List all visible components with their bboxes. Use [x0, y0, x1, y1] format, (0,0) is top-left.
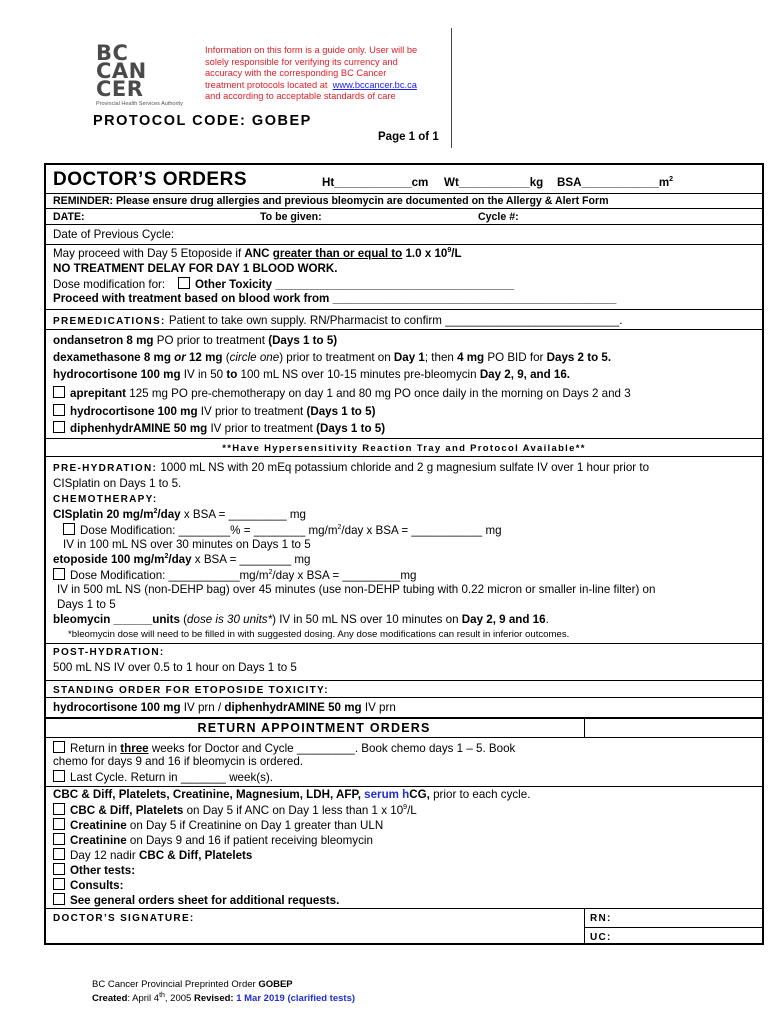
bleomycin-order: bleomycin ______units (dose is 30 units*) IV in 50 mL NS over 10 minutes on Day 2, 9 and 16. — [53, 613, 549, 626]
return-three-weeks: Return in three weeks for Doctor and Cycle _________. Book chemo days 1 – 5. Book — [53, 741, 515, 756]
disclaimer: Information on this form is a guide only. User will be solely responsible for verifying its currency and accuracy with the corresponding BC Cancer treatment protocols located at www.bccancer.bc.ca and according to acceptable standards of care — [205, 45, 418, 102]
footer-order-name: BC Cancer Provincial Preprinted Order GOBEP — [92, 979, 293, 990]
cbc-day5-checkbox[interactable] — [53, 803, 65, 815]
etoposide-dose-mod: Dose Modification: $\_\_\_\_\_\_\_\_\_\_\_mg/m^2$/day x BSA = _________mg — [53, 568, 416, 583]
ondansetron-order: ondansetron 8 mg PO prior to treatment (Days 1 to 5) — [53, 334, 338, 347]
rn-signature[interactable]: RN: — [590, 913, 612, 924]
posthydration-text: 500 mL NS IV over 0.5 to 1 hour on Days 1 to 5 — [53, 661, 297, 674]
bc-cancer-logo: BC CAN CER — [96, 41, 147, 101]
footer-dates: Created: April 4th, 2005 Revised: 1 Mar 2019 (clarified tests) — [92, 991, 356, 1004]
cisplatin-dose-mod: Dose Modification: ________% = ________ $mg/m^2$/day x BSA = ___________ mg — [63, 523, 502, 538]
cisplatin-iv: IV in 100 mL NS over 30 minutes on Days 1 to 5 — [63, 538, 311, 551]
premedications-row: PREMEDICATIONS: Patient to take own supply. RN/Pharmacist to confirm ___________________________. — [53, 314, 623, 327]
weight-field[interactable]: Wt___________kg — [444, 176, 544, 189]
return-appointment-title: RETURN APPOINTMENT ORDERS — [197, 721, 431, 735]
date-field[interactable]: DATE: — [53, 211, 85, 223]
doctors-orders-title: DOCTOR’S ORDERS — [53, 169, 248, 190]
height-field[interactable]: Ht____________cm — [322, 176, 429, 189]
aprepitant-order: aprepitant 125 mg PO pre-chemotherapy on day 1 and 80 mg PO once daily in the morning on Days 2 and 3 — [53, 386, 631, 401]
cycle-field[interactable]: Cycle #: — [478, 211, 519, 223]
aprepitant-checkbox[interactable] — [53, 386, 65, 398]
nadir-checkbox[interactable] — [53, 848, 65, 860]
etoposide-days: Days 1 to 5 — [57, 598, 116, 611]
uc-signature[interactable]: UC: — [590, 932, 612, 943]
other-tests: Other tests: — [53, 863, 135, 878]
doctor-signature[interactable]: DOCTOR’S SIGNATURE: — [53, 913, 195, 924]
lab-tests: CBC & Diff, Platelets, Creatinine, Magnesium, LDH, AFP, serum hCG, prior to each cycle. — [53, 788, 531, 801]
hydrocortisone-checkbox[interactable] — [53, 404, 65, 416]
nadir-cbc: Day 12 nadir CBC & Diff, Platelets — [53, 848, 252, 863]
bleomycin-note: *bleomycin dose will need to be filled in with suggested dosing. Any dose modifications can result in inferior outcomes. — [68, 629, 570, 640]
to-be-given-field[interactable]: To be given: — [260, 211, 322, 223]
general-orders: See general orders sheet for additional requests. — [53, 893, 339, 908]
creatinine-day5-checkbox[interactable] — [53, 818, 65, 830]
etoposide-mod-checkbox[interactable] — [53, 568, 65, 580]
dose-mod-row: Dose modification for: Other Toxicity _____________________________________ — [53, 278, 514, 291]
proceed-condition: May proceed with Day 5 Etoposide if ANC greater than or equal to 1.0 x $10^9/L$ — [53, 247, 462, 260]
other-tests-checkbox[interactable] — [53, 863, 65, 875]
consults: Consults: — [53, 878, 123, 893]
chemotherapy-label: CHEMOTHERAPY: — [53, 494, 158, 505]
last-cycle: Last Cycle. Return in _______ week(s). — [53, 770, 273, 785]
etoposide-iv: IV in 500 mL NS (non-DEHP bag) over 45 minutes (use non-DEHP tubing with 0.22 micron or smaller in-line filter) on — [57, 583, 656, 596]
general-orders-checkbox[interactable] — [53, 893, 65, 905]
return-checkbox[interactable] — [53, 741, 65, 753]
page-number: Page 1 of 1 — [378, 131, 439, 143]
proceed-blood-work[interactable]: Proceed with treatment based on blood work from ____________________________________________ — [53, 292, 617, 305]
cbc-day5: CBC & Diff, Platelets on Day 5 if ANC on Day 1 less than 1 x $10^9/L$ — [53, 803, 417, 818]
logo-subtitle: Provincial Health Services Authority — [96, 101, 183, 107]
consults-checkbox[interactable] — [53, 878, 65, 890]
cisplatin-order: CISplatin 20 $mg/m^2$/day x BSA = _________ mg — [53, 508, 306, 521]
standing-order-text: hydrocortisone 100 mg IV prn / diphenhydrAMINE 50 mg IV prn — [53, 701, 396, 714]
standing-order-label: STANDING ORDER FOR ETOPOSIDE TOXICITY: — [53, 685, 329, 696]
prehydration-row: PRE-HYDRATION: 1000 mL NS with 20 mEq potassium chloride and 2 g magnesium sulfate IV over 1 hour prior to — [53, 461, 650, 474]
last-cycle-checkbox[interactable] — [53, 770, 65, 782]
hypersensitivity-note: **Have Hypersensitivity Reaction Tray and Protocol Available** — [222, 443, 586, 454]
prehydration-cont: CISplatin on Days 1 to 5. — [53, 477, 182, 490]
posthydration-label: POST-HYDRATION: — [53, 647, 165, 658]
creatinine-day9: Creatinine on Days 9 and 16 if patient receiving bleomycin — [53, 833, 373, 848]
return-bleomycin: chemo for days 9 and 16 if bleomycin is ordered. — [53, 755, 304, 768]
no-delay-note: NO TREATMENT DELAY FOR DAY 1 BLOOD WORK. — [53, 262, 338, 275]
etoposide-order: etoposide 100 $mg/m^2$/day x BSA = ________ mg — [53, 553, 311, 566]
previous-cycle-field[interactable]: Date of Previous Cycle: — [53, 228, 175, 241]
bsa-field[interactable]: $BSA\_\_\_\_\_\_\_\_\_\_\_\_m^2$ — [557, 176, 674, 189]
dexamethasone-order: dexamethasone 8 mg or 12 mg (circle one) prior to treatment on Day 1; then 4 mg PO BID for Days 2 to 5. — [53, 351, 612, 364]
protocol-code: PROTOCOL CODE: GOBEP — [93, 113, 312, 129]
creatinine-day5: Creatinine on Day 5 if Creatinine on Day 1 greater than ULN — [53, 818, 383, 833]
hydrocortisone-order: hydrocortisone 100 mg IV in 50 to 100 mL NS over 10-15 minutes pre-bleomycin Day 2, 9, and 16. — [53, 368, 571, 381]
creatinine-day9-checkbox[interactable] — [53, 833, 65, 845]
diphenhydramine-order: diphenhydrAMINE 50 mg IV prior to treatment (Days 1 to 5) — [53, 421, 385, 436]
bccancer-link[interactable]: www.bccancer.bc.ca — [332, 79, 417, 90]
diphenhydramine-checkbox[interactable] — [53, 421, 65, 433]
allergy-reminder: REMINDER: Please ensure drug allergies and previous bleomycin are documented on the Allergy & Alert Form — [53, 195, 609, 207]
cisplatin-mod-checkbox[interactable] — [63, 523, 75, 535]
other-toxicity-checkbox[interactable] — [178, 277, 190, 289]
hydrocortisone-prior-order: hydrocortisone 100 mg IV prior to treatment (Days 1 to 5) — [53, 404, 375, 419]
header-divider — [451, 28, 452, 148]
